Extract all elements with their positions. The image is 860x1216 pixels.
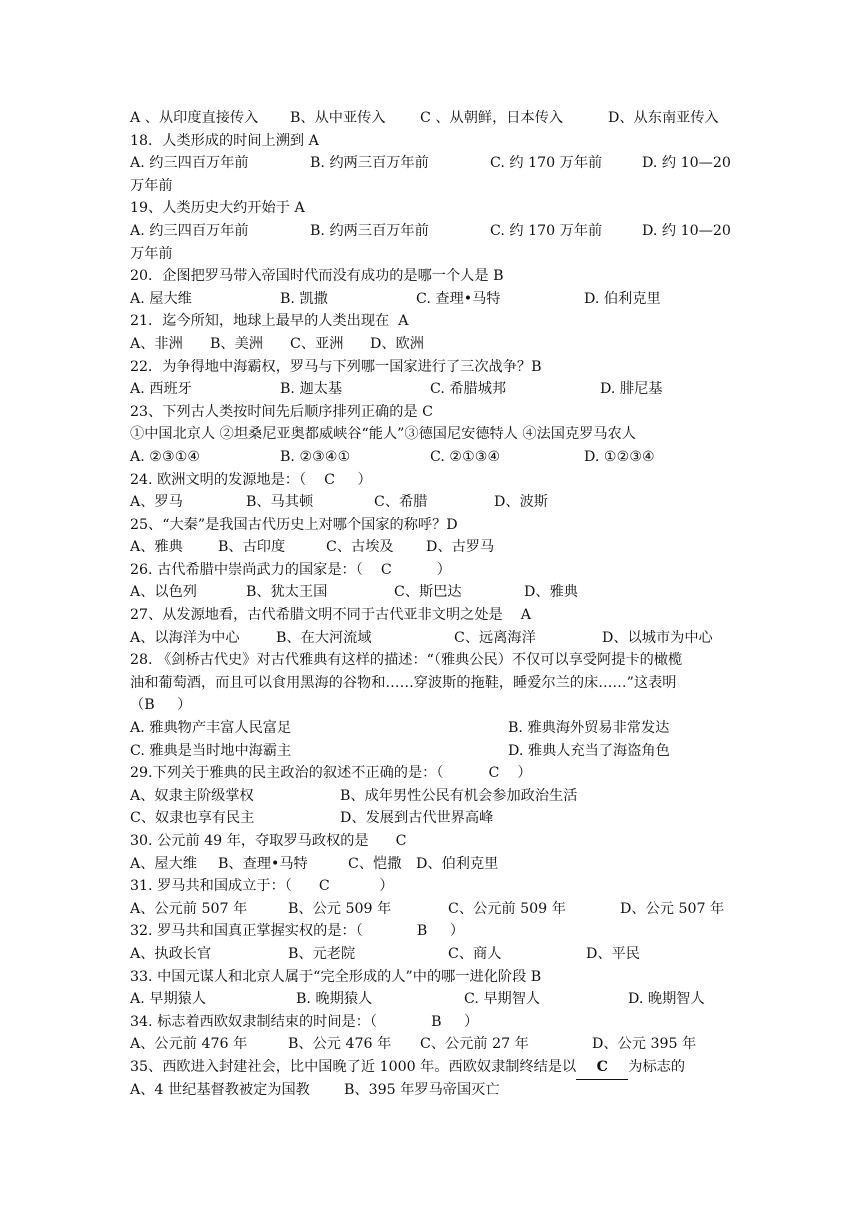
option-text: D. ①②③④ xyxy=(584,448,655,465)
option-text: C. 希腊城邦 xyxy=(430,381,507,398)
option-text: B、公元 476 年 xyxy=(288,1036,392,1053)
text-line: （B ） xyxy=(130,697,192,714)
option-text: D、公元 395 年 xyxy=(592,1036,697,1053)
text-line: 30. 公元前 49 年，夺取罗马政权的是 C xyxy=(130,833,407,849)
option-text: D、从东南亚传入 xyxy=(608,110,719,126)
options-row xyxy=(130,152,734,175)
option-text: B、公元 509 年 xyxy=(288,900,392,917)
option-text: C、奴隶也享有民主 xyxy=(130,810,255,827)
text-line: 31. 罗马共和国成立于：（ C ） xyxy=(130,878,394,895)
options-row xyxy=(130,536,734,559)
options-row xyxy=(130,898,734,921)
options-row xyxy=(130,107,734,130)
text-line: 24. 欧洲文明的发源地是：（ C ） xyxy=(130,471,372,488)
text-line: 29.下列关于雅典的民主政治的叙述不正确的是：（ C ） xyxy=(130,765,532,782)
option-text: C. 约 170 万年前 xyxy=(490,222,603,239)
option-text: A. 西班牙 xyxy=(130,381,192,398)
option-text: D. 伯利克里 xyxy=(584,290,661,307)
question-text: 为标志的 xyxy=(628,1058,686,1075)
option-text: D. 晚期智人 xyxy=(628,991,705,1008)
options-row xyxy=(130,491,734,514)
options-row xyxy=(130,943,734,966)
option-text: B. 雅典海外贸易非常发达 xyxy=(508,720,670,737)
option-text: A、公元前 476 年 xyxy=(130,1036,248,1053)
options-row xyxy=(130,785,734,808)
text-line: 20．企图把罗马带入帝国时代而没有成功的是哪一个人是 B xyxy=(130,268,504,285)
option-text: D. 雅典人充当了海盗角色 xyxy=(508,742,670,759)
option-text: A、罗马 xyxy=(130,494,183,511)
option-text: B. 迦太基 xyxy=(280,381,343,398)
option-text: A、公元前 507 年 xyxy=(130,900,248,917)
option-text: A. 约三四百万年前 xyxy=(130,222,249,239)
option-text: D、波斯 xyxy=(494,494,548,511)
options-row xyxy=(130,378,734,401)
options-row xyxy=(130,988,734,1011)
option-text: B、元老院 xyxy=(288,945,356,962)
option-text: D、公元 507 年 xyxy=(620,900,725,917)
option-text: B. 约两三百万年前 xyxy=(310,222,429,239)
option-text: C、古埃及 xyxy=(326,539,394,556)
option-text: B. 凯撒 xyxy=(280,290,328,307)
option-text: C、公元前 27 年 xyxy=(420,1036,529,1053)
text-line: 25、“大秦”是我国古代历史上对哪个国家的称呼？D xyxy=(130,516,458,533)
option-text: A、执政长官 xyxy=(130,945,212,962)
option-text: C. 早期智人 xyxy=(464,991,541,1008)
options-row xyxy=(130,627,734,650)
options-row xyxy=(130,333,734,356)
option-text: B、395 年罗马帝国灭亡 xyxy=(344,1081,500,1098)
option-text: A、以色列 xyxy=(130,584,197,601)
option-text: B、成年男性公民有机会参加政治生活 xyxy=(340,787,578,804)
text-line: 万年前 xyxy=(130,245,173,262)
option-text: C、远离海洋 xyxy=(454,629,536,646)
option-text: B. ②③④① xyxy=(280,448,351,465)
option-text: A、雅典 xyxy=(130,539,183,556)
option-text: D、古罗马 xyxy=(426,539,495,556)
text-line: ①中国北京人 ②坦桑尼亚奥都威峡谷“能人”③德国尼安德特人 ④法国克罗马农人 xyxy=(130,426,636,443)
option-text: A 、从印度直接传入 xyxy=(130,110,259,126)
option-text: C、希腊 xyxy=(374,494,428,511)
answer-blank: C xyxy=(576,1056,628,1080)
option-text: C. 查理•马特 xyxy=(416,290,501,307)
option-text: B、古印度 xyxy=(218,539,286,556)
document-page xyxy=(130,107,734,1101)
option-text: B. 约两三百万年前 xyxy=(310,155,429,172)
options-row xyxy=(130,717,734,740)
options-row xyxy=(130,581,734,604)
option-text: A、奴隶主阶级掌权 xyxy=(130,787,254,804)
option-text: A. ②③①④ xyxy=(130,448,201,465)
option-text: C、商人 xyxy=(448,945,502,962)
text-line: 33. 中国元谋人和北京人属于“完全形成的人”中的哪一进化阶段 B xyxy=(130,968,542,985)
option-text: B、查理•马特 xyxy=(218,855,308,872)
option-text: C. 约 170 万年前 xyxy=(490,155,603,172)
option-text: A. 屋大维 xyxy=(130,290,192,307)
options-row xyxy=(130,807,734,830)
option-text: C、亚洲 xyxy=(290,335,344,352)
option-text: A. 雅典物产丰富人民富足 xyxy=(130,720,292,737)
option-text: A、4 世纪基督教被定为国教 xyxy=(130,1081,310,1098)
option-text: A、非洲 xyxy=(130,335,183,352)
option-text: B、犹太王国 xyxy=(246,584,328,601)
option-text: D、发展到古代世界高峰 xyxy=(340,810,494,827)
option-text: C、公元前 509 年 xyxy=(448,900,566,917)
text-line: 万年前 xyxy=(130,177,173,194)
option-text: C. ②①③④ xyxy=(430,448,501,465)
option-text: D. 腓尼基 xyxy=(600,381,663,398)
text-line: 26. 古代希腊中崇尚武力的国家是：（ C ） xyxy=(130,561,451,578)
option-text: D、雅典 xyxy=(524,584,578,601)
question-text: 35、西欧进入封建社会，比中国晚了近 1000 年。西欧奴隶制终结是以 xyxy=(130,1058,577,1075)
options-row xyxy=(130,740,734,763)
options-row xyxy=(130,853,734,876)
text-line: 油和葡萄酒，而且可以食用黑海的谷物和……穿波斯的拖鞋，睡爱尔兰的床……”这表明 xyxy=(130,674,677,691)
option-text: C、斯巴达 xyxy=(394,584,462,601)
option-text: B. 晚期猿人 xyxy=(296,991,373,1008)
text-line: 27、从发源地看，古代希腊文明不同于古代亚非文明之处是 A xyxy=(130,607,532,624)
option-text: C 、从朝鲜，日本传入 xyxy=(420,110,564,126)
text-line: 32. 罗马共和国真正掌握实权的是：（ B ） xyxy=(130,923,465,940)
option-text: C、恺撒 xyxy=(348,855,402,872)
question-35-line xyxy=(130,1056,734,1079)
option-text: D、伯利克里 xyxy=(416,855,499,872)
option-text: D. 约 10—20 xyxy=(642,155,731,172)
text-line: 22．为争得地中海霸权，罗马与下列哪一国家进行了三次战争？B xyxy=(130,358,542,375)
text-line: 23、下列古人类按时间先后顺序排列正确的是 C xyxy=(130,403,433,420)
option-text: D、欧洲 xyxy=(370,335,424,352)
options-row xyxy=(130,446,734,469)
option-text: A、以海洋为中心 xyxy=(130,629,240,646)
text-line: 34. 标志着西欧奴隶制结束的时间是：（ B ） xyxy=(130,1013,479,1030)
option-text: A. 早期猿人 xyxy=(130,991,207,1008)
text-line: 28. 《剑桥古代史》对古代雅典有这样的描述：“（雅典公民）不仅可以享受阿提卡的橄榄 xyxy=(130,652,683,669)
option-text: A、屋大维 xyxy=(130,855,197,872)
option-text: B、美洲 xyxy=(210,335,263,352)
option-text: B、在大河流域 xyxy=(276,629,372,646)
option-text: B、从中亚传入 xyxy=(290,110,386,126)
option-text: C. 雅典是当时地中海霸主 xyxy=(130,742,292,759)
option-text: D、平民 xyxy=(586,945,640,962)
options-row xyxy=(130,1033,734,1056)
options-row xyxy=(130,1079,734,1102)
option-text: D、以城市为中心 xyxy=(602,629,713,646)
text-line: 21．迄今所知，地球上最早的人类出现在 A xyxy=(130,313,409,330)
options-row xyxy=(130,220,734,243)
options-row xyxy=(130,288,734,311)
option-text: D. 约 10—20 xyxy=(642,222,731,239)
text-line: 19、人类历史大约开始于 A xyxy=(130,200,305,217)
option-text: A. 约三四百万年前 xyxy=(130,155,249,172)
option-text: B、马其顿 xyxy=(246,494,314,511)
text-line: 18．人类形成的时间上溯到 A xyxy=(130,132,319,149)
